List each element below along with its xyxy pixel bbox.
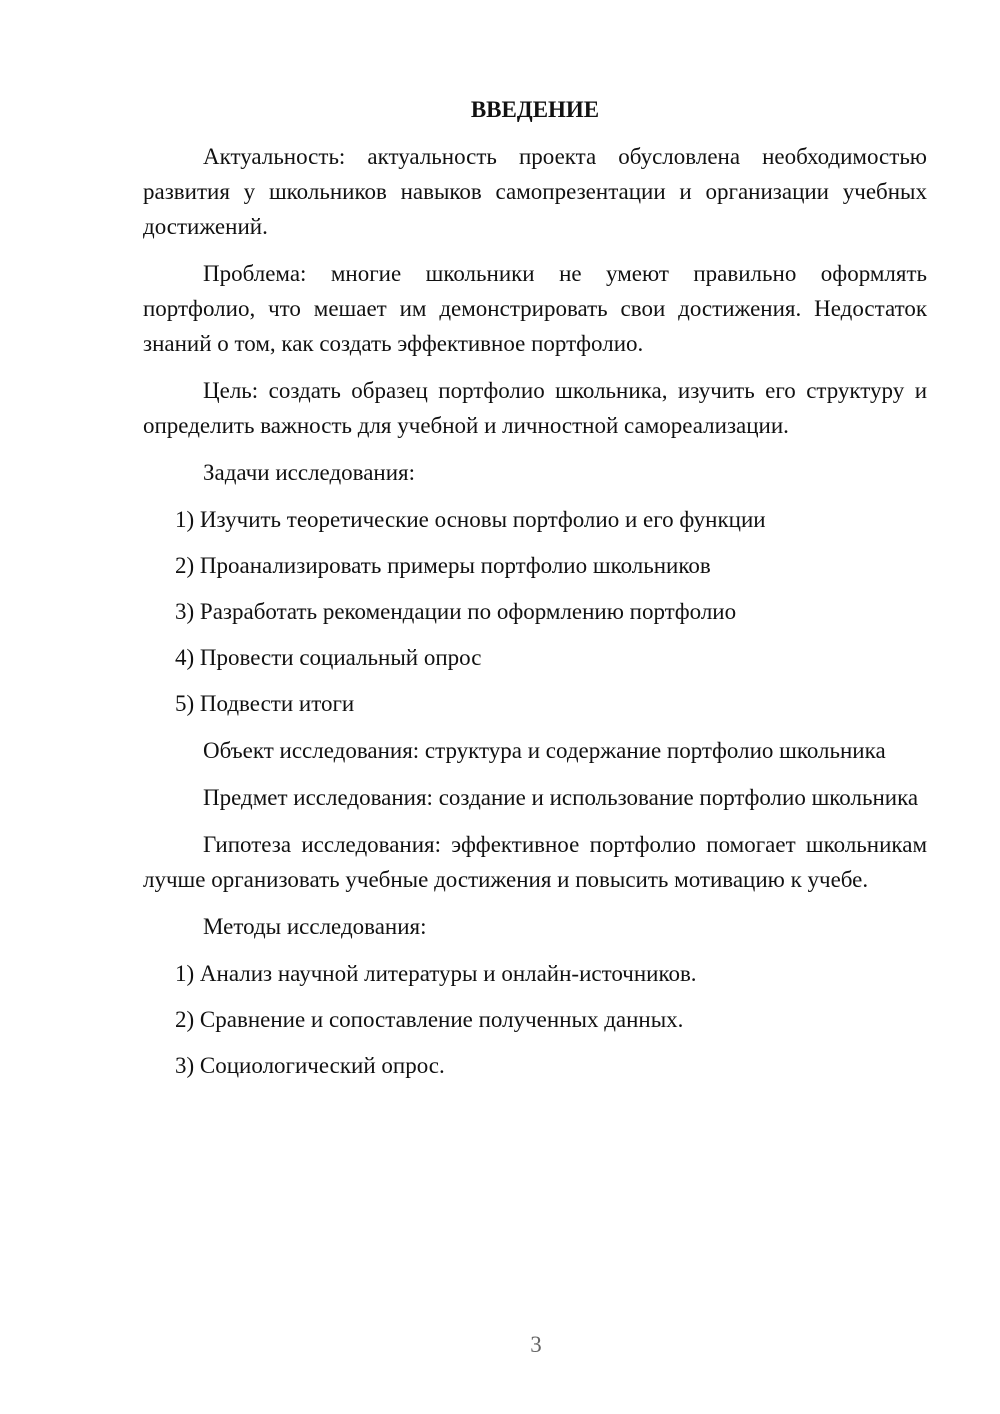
- list-item: 1) Анализ научной литературы и онлайн-источников.: [175, 961, 697, 986]
- paragraph-object: Объект исследования: структура и содержание портфолио школьника: [203, 738, 886, 763]
- methods-list: [143, 956, 927, 1083]
- paragraph-hypothesis: Гипотеза исследования: эффективное портфолио помогает школьникам лучше организовать учебные достижения и повысить мотивацию к учебе.: [143, 832, 927, 892]
- list-item: 3) Социологический опрос.: [175, 1053, 445, 1078]
- list-item: 5) Подвести итоги: [175, 691, 355, 716]
- list-item: 2) Проанализировать примеры портфолио школьников: [175, 553, 711, 578]
- page-number: 3: [530, 1332, 542, 1357]
- list-item: 2) Сравнение и сопоставление полученных данных.: [175, 1007, 684, 1032]
- methods-title: Методы исследования:: [203, 914, 427, 939]
- paragraph-goal: Цель: создать образец портфолио школьника, изучить его структуру и определить важность для учебной и личностной самореализации.: [143, 378, 927, 438]
- list-item: 4) Провести социальный опрос: [175, 645, 482, 670]
- section-heading: ВВЕДЕНИЕ: [470, 97, 600, 122]
- list-item: 1) Изучить теоретические основы портфолио и его функции: [175, 507, 766, 532]
- page-content: [143, 92, 927, 1095]
- paragraph-relevance: Актуальность: актуальность проекта обусловлена необходимостью развития у школьников навыков самопрезентации и организации учебных достижений.: [143, 144, 927, 239]
- paragraph-problem: Проблема: многие школьники не умеют правильно оформлять портфолио, что мешает им демонстрировать свои достижения. Недостаток знаний о том, как создать эффективное портфолио.: [143, 261, 927, 356]
- tasks-list: [143, 502, 927, 721]
- list-item: 3) Разработать рекомендации по оформлению портфолио: [175, 599, 737, 624]
- tasks-title: Задачи исследования:: [203, 460, 416, 485]
- paragraph-subject: Предмет исследования: создание и использование портфолио школьника: [203, 785, 919, 810]
